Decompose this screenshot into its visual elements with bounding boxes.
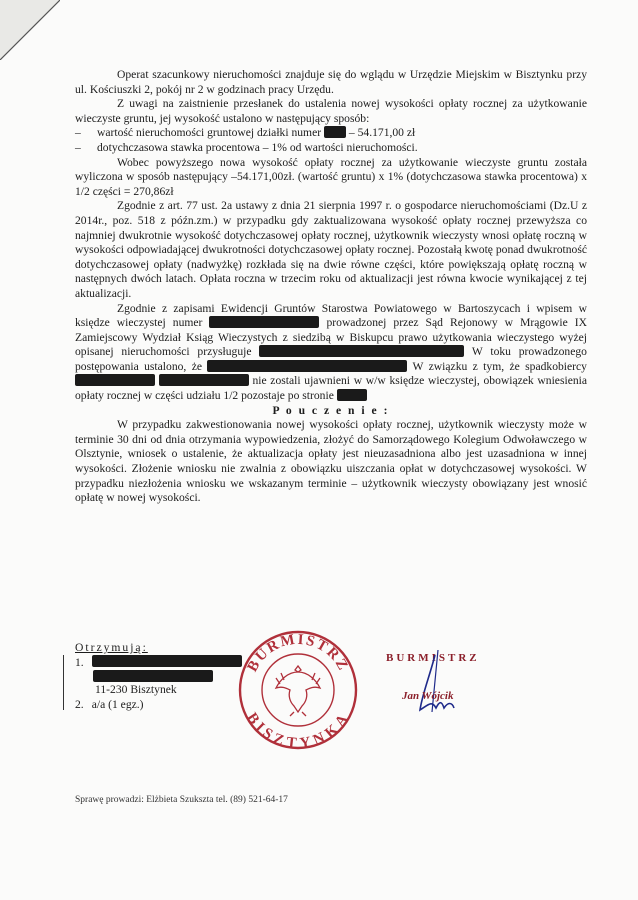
pouczenie-heading: P o u c z e n i e : — [272, 403, 390, 417]
recipient-1: 1. — [75, 655, 275, 670]
redaction-box — [93, 670, 213, 682]
paragraph-wyliczenie: Wobec powyższego nowa wysokość opłaty rocznej za użytkowanie wieczyste gruntu została wyliczona w sposób następujący –54.171,00zł. (wartość gruntu) x 1% (dotychczasowa stawka procentowa) x 1/2 części = 270,86zł — [75, 155, 587, 198]
case-officer-footer: Sprawę prowadzi: Elżbieta Szukszta tel. (89) 521-64-17 — [75, 795, 288, 805]
recipient-2: 2. a/a (1 egz.) — [75, 698, 144, 711]
bullet-stawka: – dotychczasowa stawka procentowa – 1% od wartości nieruchomości. — [75, 140, 418, 154]
redaction-box — [75, 374, 155, 386]
svg-text:BURMISTRZ: BURMISTRZ — [244, 631, 352, 675]
redaction-box — [259, 345, 464, 357]
svg-text:BISZTYNKA: BISZTYNKA — [243, 710, 353, 752]
redaction-box — [92, 655, 242, 667]
recipient-1-address: 11-230 Bisztynek — [95, 683, 177, 696]
redaction-box — [207, 360, 407, 372]
paragraph-przeslanki: Z uwagi na zaistnienie przesłanek do ustalenia nowej wysokości opłaty rocznej za użytkowanie wieczyste gruntu, jej wysokość ustalono w następujący sposób: — [75, 97, 587, 125]
margin-line — [63, 655, 64, 710]
redaction-box — [324, 126, 346, 138]
paragraph-operat: Operat szacunkowy nieruchomości znajduje się do wglądu w Urzędzie Miejskim w Bisztynku przy ul. Kościuszki 2, pokój nr 2 w godzinach pracy Urzędu. — [75, 68, 587, 96]
eagle-emblem-icon — [276, 666, 320, 716]
signature-name: Jan Wójcik — [402, 690, 454, 702]
redaction-box — [337, 389, 367, 401]
recipients-title: Otrzymują: — [75, 641, 148, 654]
folded-corner — [0, 0, 60, 60]
redaction-box — [209, 316, 319, 328]
signature-title: BURMISTRZ — [386, 652, 480, 664]
redaction-box — [159, 374, 249, 386]
official-seal-stamp — [236, 628, 360, 752]
paragraph-ewidencja: Zgodnie z zapisami Ewidencji Gruntów Starostwa Powiatowego w Bartoszycach i wpisem w księdze wieczystej numer prowadzonej przez Sąd Rejonowy w Mrągowie IX Zamiejscowy Wydział Ksiąg Wieczystych z siedzibą w Biskupcu prawo użytkowania wieczystego wyżej opisanej nieruchomości przysługuje W toku prowadzonego postępowania ustalono, że W związku z tym, że spadkobiercy nie zostali ujawnieni w w/w księdze wieczystej, obowiązek wniesienia opłaty rocznej w części udziału 1/2 pozostaje po stronie — [75, 301, 587, 403]
paragraph-ustawa: Zgodnie z art. 77 ust. 2a ustawy z dnia 21 sierpnia 1997 r. o gospodarce nieruchomościami (Dz.U z 2014r., poz. 518 z późn.zm.) w przypadku gdy zaktualizowana wysokość opłaty rocznej przewyższa co najmniej dwukrotnie wysokość dotychczasowej opłaty rocznej, użytkownik wieczysty wnosi opłatę roczną w wysokości odpowiadającej dwukrotności dotychczasowej opłaty rocznej. Pozostałą kwotę ponad dwukrotność dotychczasowej opłaty (nadwyżkę) rozkłada się na dwie równe części, które powiększają opłatę roczną w następnych dwóch latach. Opłata roczna w trzecim roku od aktualizacji jest równa kwocie wynikającej z tej aktualizacji. — [75, 199, 587, 300]
letter-body — [75, 68, 587, 506]
paragraph-pouczenie: W przypadku zakwestionowania nowej wysokości opłaty rocznej, użytkownik wieczysty może w terminie 30 dni od dnia otrzymania wypowiedzenia, złożyć do Samorządowego Kolegium Odwoławczego w Olsztynie, wniosek o ustalenie, że aktualizacja opłaty jest nieuzasadniona albo jest uzasadniona w innej wysokości. Złożenie wniosku nie zwalnia z obowiązku uiszczania opłat w dotychczasowej wysokości. W przypadku niezłożenia wniosku we wskazanym terminie – użytkownik wieczysty obowiązany jest wnosić opłatę w nowej wysokości. — [75, 418, 587, 505]
bullet-wartosc: – wartość nieruchomości gruntowej działki numer – 54.171,00 zł — [75, 126, 416, 140]
